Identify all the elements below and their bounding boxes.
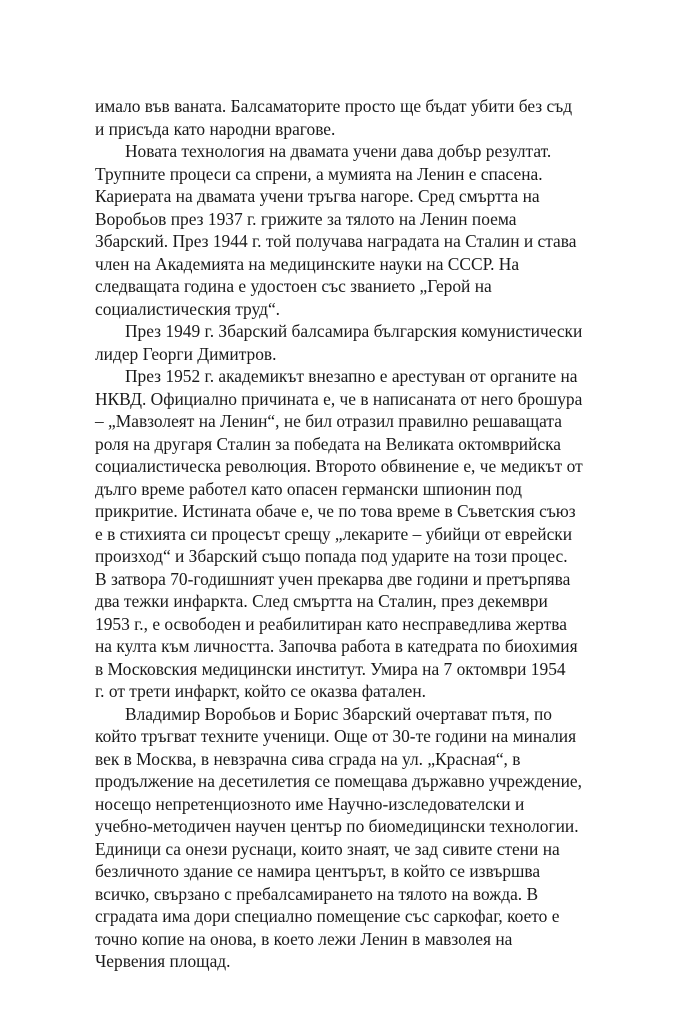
text-line: в Московския медицински институт. Умира на 7 октомври 1954 bbox=[95, 658, 566, 679]
text-line: на култа към личността. Започва работа в катедрата по биохимия bbox=[95, 636, 578, 656]
text-line: Червения площад. bbox=[95, 951, 231, 971]
text-line: Збарский. През 1944 г. той получава наградата на Сталин и става bbox=[95, 231, 577, 251]
text-line: В затвора 70-годишният учен прекарва две години и претърпява bbox=[95, 568, 571, 589]
text-line: НКВД. Официално причината е, че в написаната от него брошура bbox=[95, 388, 583, 409]
text-line: През 1949 г. Збарский балсамира българския комунистически bbox=[125, 321, 583, 341]
text-line: социалистическа революция. Второто обвинение е, че медикът от bbox=[95, 456, 583, 476]
text-line: лидер Георги Димитров. bbox=[95, 343, 277, 364]
text-line: е в стихията си процесът срещу „лекарите – убийци от еврейски bbox=[95, 523, 573, 544]
text-line: прикритие. Истината обаче е, че по това време в Съветския съюз bbox=[95, 501, 576, 521]
text-line: 1953 г., е освободен и реабилитиран като несправедлива жертва bbox=[95, 613, 567, 634]
text-line: сградата има дори специално помещение със саркофаг, което е bbox=[95, 906, 560, 926]
text-line: Воробьов през 1937 г. грижите за тялото на Ленин поема bbox=[95, 208, 517, 229]
text-line: следващата година е удостоен със званието „Герой на bbox=[95, 276, 492, 296]
text-line: Кариерата на двамата учени тръгва нагоре. Сред смъртта на bbox=[95, 186, 540, 206]
text-line: социалистическия труд“. bbox=[95, 298, 281, 319]
text-line: продължение на десетилетия се помещава държавно учреждение, bbox=[95, 771, 582, 791]
text-line: произход“ и Збарский също попада под ударите на този процес. bbox=[95, 546, 568, 566]
body-text bbox=[95, 95, 600, 973]
text-line: носещо непретенциозното име Научно-изследователски и bbox=[95, 793, 525, 814]
text-line: безличното здание се намира центърът, в който се извършва bbox=[95, 861, 541, 881]
text-line: два тежки инфаркта. След смъртта на Сталин, през декември bbox=[95, 591, 548, 611]
text-line: Владимир Воробьов и Борис Збарский очертават пътя, по bbox=[125, 703, 553, 724]
text-line: Единици са онези руснаци, които знаят, че зад сивите стени на bbox=[95, 838, 560, 859]
text-line: който тръгват техните ученици. Още от 30-те години на миналия bbox=[95, 726, 577, 746]
text-line: имало във ваната. Балсаматорите просто ще бъдат убити без съд bbox=[95, 96, 573, 116]
text-line: През 1952 г. академикът внезапно е арестуван от органите на bbox=[125, 366, 578, 386]
text-line: учебно-методичен научен център по биомедицински технологии. bbox=[95, 816, 579, 836]
text-line: всичко, свързано с пребалсамирането на тялото на вожда. В bbox=[95, 883, 539, 904]
text-line: роля на другаря Сталин за победата на Великата октомврийска bbox=[95, 433, 562, 454]
text-line: и присъда като народни врагове. bbox=[95, 118, 336, 139]
text-line: – „Мавзолеят на Ленин“, не бил отразил правилно решаващата bbox=[95, 411, 562, 431]
text-line: Новата технология на двамата учени дава добър резултат. bbox=[125, 141, 552, 161]
text-line: Трупните процеси са спрени, а мумията на Ленин е спасена. bbox=[95, 163, 543, 184]
text-line: век в Москва, в невзрачна сива сграда на ул. „Красная“, в bbox=[95, 748, 521, 769]
text-line: член на Академията на медицинските науки на СССР. На bbox=[95, 253, 520, 274]
text-line: г. от трети инфаркт, който се оказва фатален. bbox=[95, 681, 427, 701]
text-line: дълго време работел като опасен германски шпионин под bbox=[95, 478, 523, 499]
text-line: точно копие на онова, в което лежи Ленин в мавзолея на bbox=[95, 928, 513, 949]
